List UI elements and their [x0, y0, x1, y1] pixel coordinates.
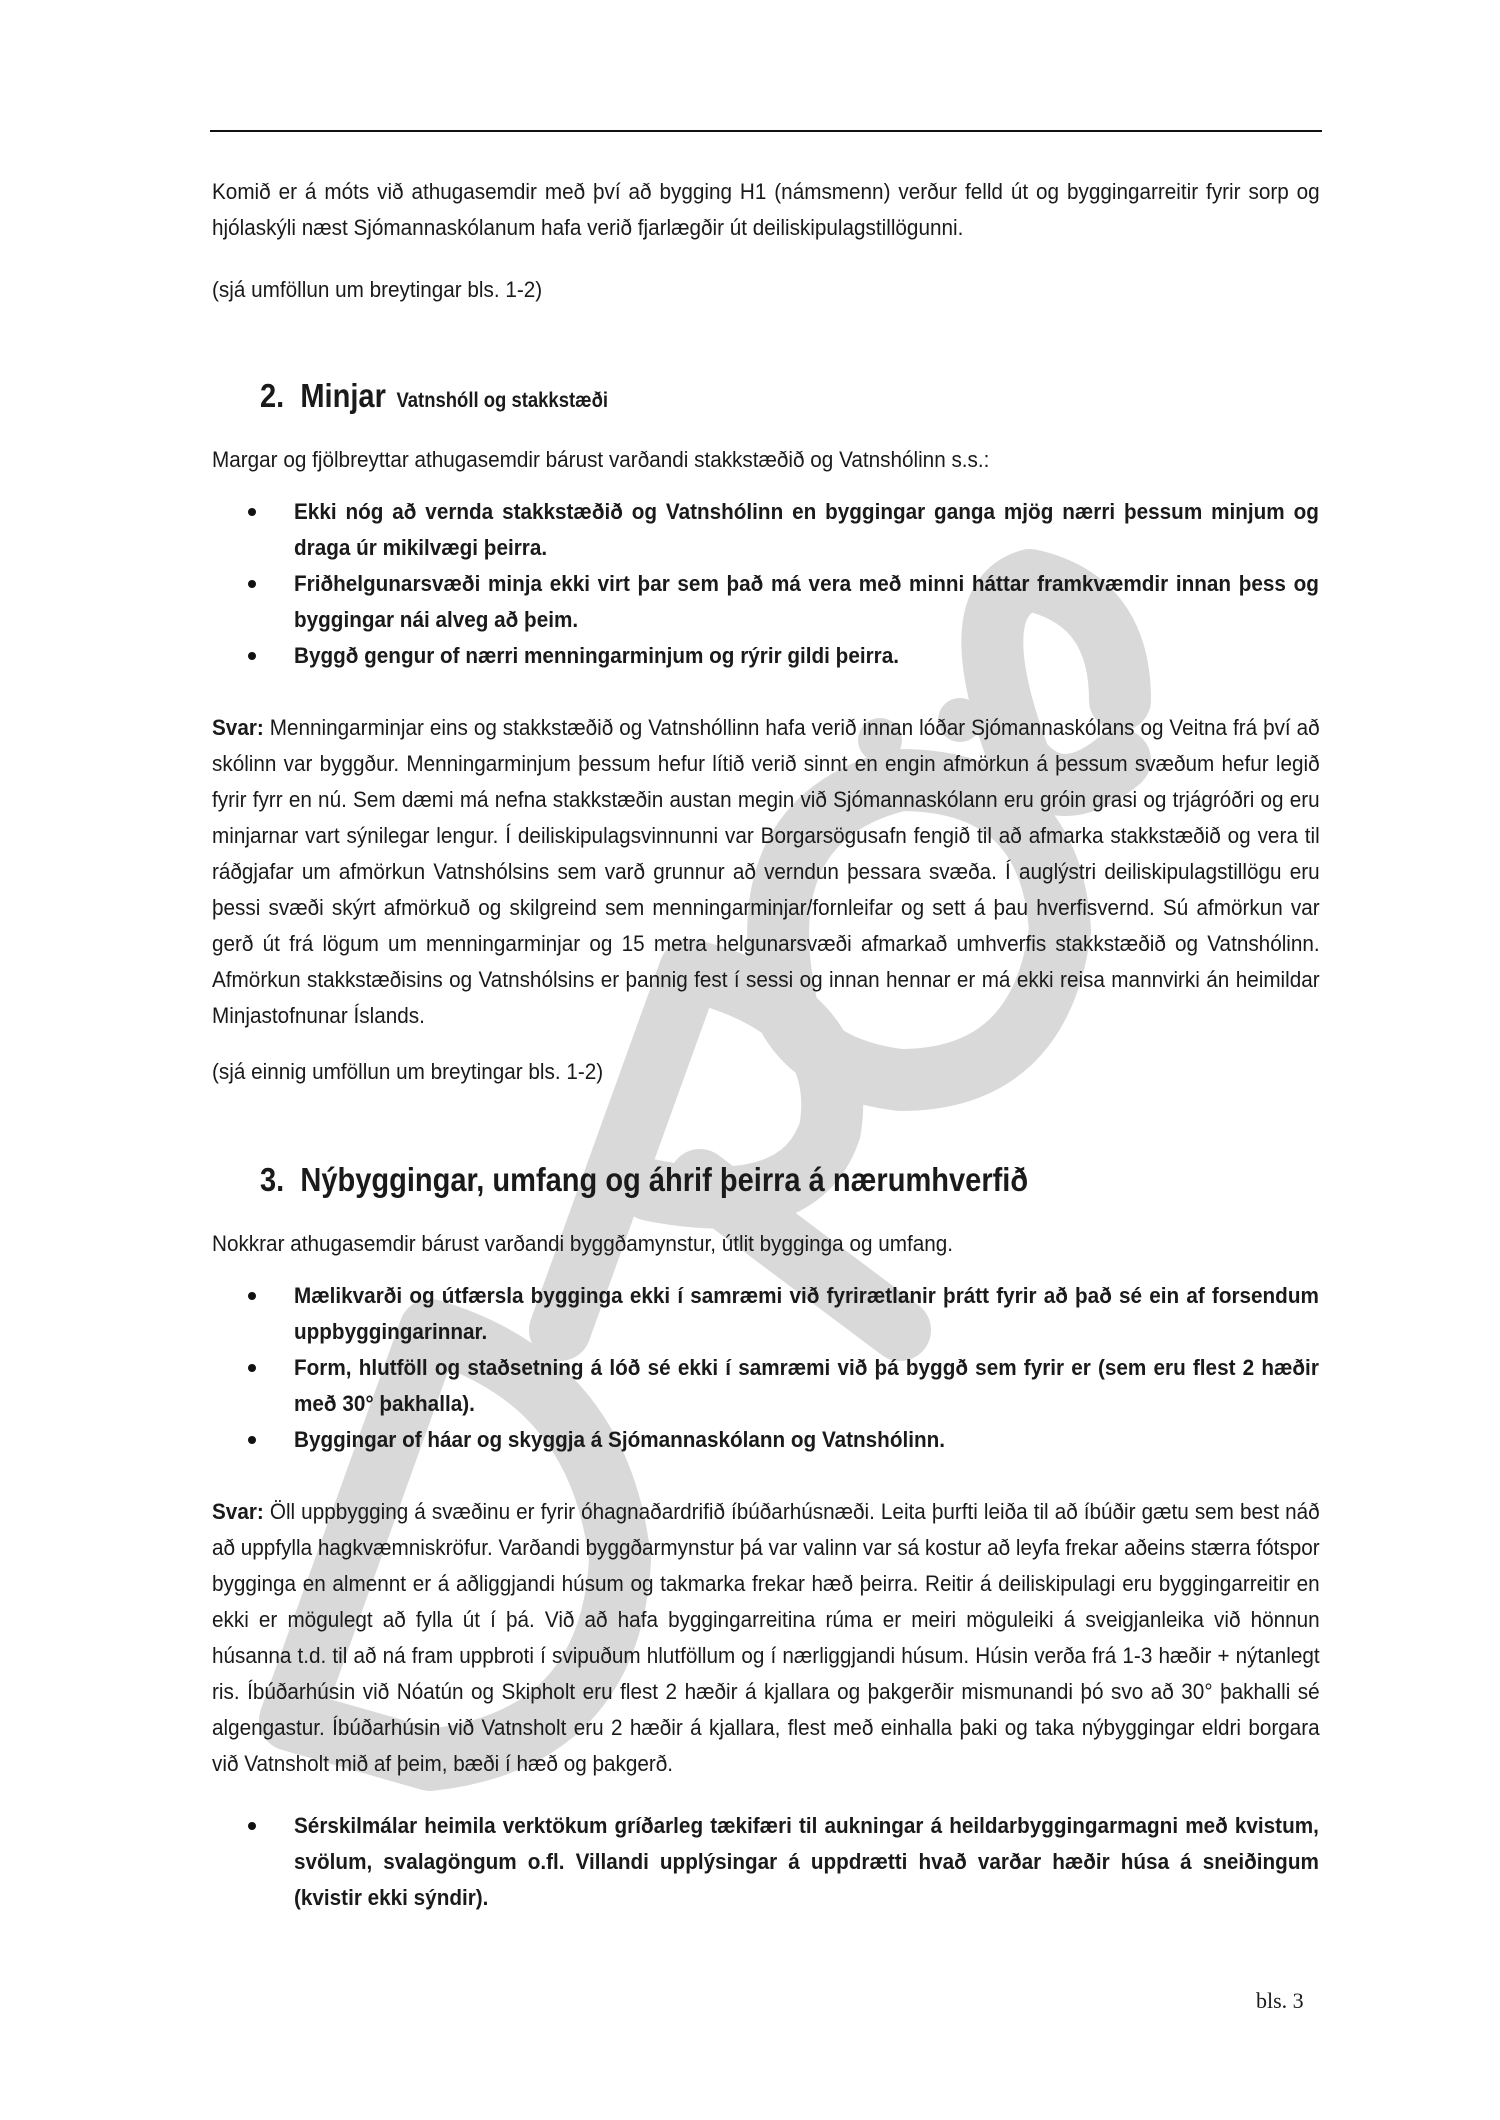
section-3-heading	[260, 1160, 1028, 1200]
bullet-icon	[248, 1292, 256, 1300]
bullet-icon	[248, 1436, 256, 1444]
section-3-lead: Nokkrar athugasemdir bárust varðandi byggðamynstur, útlit bygginga og umfang.	[212, 1231, 954, 1256]
section-2-reference: (sjá einnig umföllun um breytingar bls. 1-2)	[212, 1059, 604, 1084]
answer-text: Menningarminjar eins og stakkstæðið og Vatnshóllinn hafa verið innan lóðar Sjómannaskólans og Veitna frá því að skólinn var byggður. Menningarminjum þessum hefur lítið verið sinnt en engin afmörkun á þessum svæðum hefur legið fyrir fyrr en nú. Sem dæmi má nefna stakkstæðin austan megin við Sjómannaskólann eru gróin grasi og trjágróðri og eru minjarnar vart sýnilegar lengur. Í deiliskipulagsvinnunni var Borgarsögusafn fengið til að afmarka stakkstæðið og vera til ráðgjafar um afmörkun Vatnshólsins sem varð grunnur að verndun þessara svæða. Í auglýstri deiliskipulagstillögu eru þessi svæði skýrt afmörkuð og skilgreind sem menningarminjar/fornleifar og sett á þau hverfisvernd. Sú afmörkun var gerð út frá lögum um menningarminjar og 15 metra helgunarsvæði afmarkað umhverfis stakkstæðið og Vatnshólinn. Afmörkun stakkstæðisins og Vatnshólsins er þannig fest í sessi og innan hennar er má ekki reisa mannvirki án heimildar Minjastofnunar Íslands.	[212, 715, 1320, 1028]
section-3-answer	[212, 1494, 1416, 1782]
list-item: Sérskilmálar heimila verktökum gríðarleg tækifæri til aukningar á heildarbyggingarmagni með kvistum, svölum, svalagöngum o.fl. Villandi upplýsingar á uppdrætti hvað varðar hæðir húsa á sneiðingum (kvistir ekki sýndir).	[212, 1808, 1320, 1916]
bullet-icon	[248, 1364, 256, 1372]
section-2-number: 2.	[260, 377, 285, 414]
page-number: bls. 3	[1256, 1988, 1304, 2013]
section-3-bullet-list-2	[212, 1808, 1320, 1916]
list-item: Form, hlutföll og staðsetning á lóð sé ekki í samræmi við þá byggð sem fyrir er (sem eru flest 2 hæðir með 30° þakhalla).	[212, 1350, 1320, 1422]
section-2-heading	[260, 376, 608, 421]
bullet-icon	[248, 580, 256, 588]
list-item: Byggð gengur of nærri menningarminjum og rýrir gildi þeirra.	[212, 638, 1320, 674]
answer-text: Öll uppbygging á svæðinu er fyrir óhagnaðardrifið íbúðarhúsnæði. Leita þurfti leiða til að íbúðir gætu sem best náð að uppfylla hagkvæmniskröfur. Varðandi byggðarmynstur þá var valinn var sá kostur að leyfa frekar aðeins stærra fótspor bygginga en almennt er á aðliggjandi húsum og takmarka frekar hæð þeirra. Reitir á deiliskipulagi eru byggingarreitir en ekki er mögulegt að fylla út í þá. Við að hafa byggingarreitina rúma er meiri möguleiki á sveigjanleika við hönnun húsanna t.d. til að ná fram uppbroti í svipuðum hlutföllum og í nærliggjandi húsum. Húsin verða frá 1-3 hæðir + nýtanlegt ris. Íbúðarhúsin við Nóatún og Skipholt eru flest 2 hæðir á kjallara og þakgerðir mismunandi þó svo að 30° þakhalli sé algengastur. Íbúðarhúsin við Vatnsholt eru 2 hæðir á kjallara, flest með einhalla þaki og taka nýbyggingar eldri borgara við Vatnsholt mið af þeim, bæði í hæð og þakgerð.	[212, 1499, 1320, 1776]
intro-reference: (sjá umföllun um breytingar bls. 1-2)	[212, 277, 543, 302]
list-item: Friðhelgunarsvæði minja ekki virt þar sem það má vera með minni háttar framkvæmdir innan þess og byggingar nái alveg að þeim.	[212, 566, 1320, 638]
list-item: Byggingar of háar og skyggja á Sjómannaskólann og Vatnshólinn.	[212, 1422, 1320, 1458]
bullet-icon	[248, 1822, 256, 1830]
answer-label: Svar:	[212, 1499, 264, 1524]
section-2-title: Minjar	[300, 377, 386, 414]
section-3-title: Nýbyggingar, umfang og áhrif þeirra á nærumhverfið	[300, 1161, 1029, 1198]
section-3-number: 3.	[260, 1161, 285, 1198]
section-2-lead: Margar og fjölbreyttar athugasemdir bárust varðandi stakkstæðið og Vatnshólinn s.s.:	[212, 447, 990, 472]
section-2-subtitle: Vatnshóll og stakkstæði	[396, 389, 609, 412]
list-item: Ekki nóg að vernda stakkstæðið og Vatnshólinn en byggingar ganga mjög nærri þessum minjum og draga úr mikilvægi þeirra.	[212, 494, 1320, 566]
answer-label: Svar:	[212, 715, 264, 740]
section-2-answer	[212, 710, 1416, 1034]
section-3-bullet-list	[212, 1278, 1320, 1458]
bullet-icon	[248, 508, 256, 516]
intro-paragraph: Komið er á móts við athugasemdir með því að bygging H1 (námsmenn) verður felld út og byggingarreitir fyrir sorp og hjólaskýli næst Sjómannaskólanum hafa verið fjarlægðir út deiliskipulagstillögunni.	[212, 179, 1320, 240]
list-item: Mælikvarði og útfærsla bygginga ekki í samræmi við fyrirætlanir þrátt fyrir að það sé ein af forsendum uppbyggingarinnar.	[212, 1278, 1320, 1350]
header-rule	[210, 130, 1322, 132]
section-2-bullet-list	[212, 494, 1320, 674]
bullet-icon	[248, 652, 256, 660]
